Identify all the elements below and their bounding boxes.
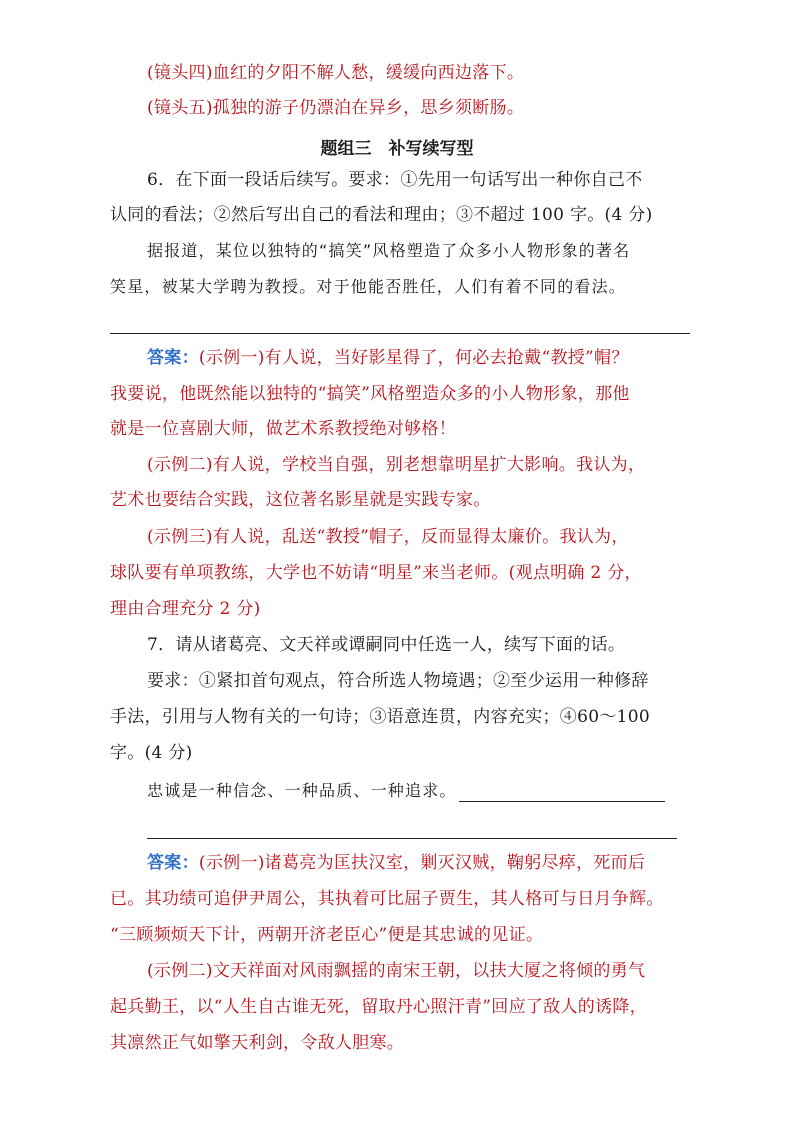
answer-6-line-4: (示例二)有人说，学校当自强，别老想靠明星扩大影响。我认为，	[147, 455, 646, 475]
question-7-line-3: 手法，引用与人物有关的一句诗；③语意连贯，内容充实；④60～100	[110, 707, 650, 727]
question-7-line-2: 要求：①紧扣首句观点，符合所选人物境遇；②至少运用一种修辞	[147, 671, 649, 691]
answer-7-line-2: 已。其功绩可追伊尹周公，其执着可比屈子贾生，其人格可与日月争辉。	[110, 889, 664, 909]
answer-label: 答案：	[147, 348, 199, 368]
answer-6-line-2: 我要说，他既然能以独特的“搞笑”风格塑造众多的小人物形象，那他	[110, 384, 630, 404]
answer-blank-line	[110, 333, 690, 334]
answer-7-line-6: 其凛然正气如擎天利剑，令敌人胆寒。	[110, 1033, 405, 1053]
question-6-material-2: 笑星，被某大学聘为教授。对于他能否胜任，人们有着不同的看法。	[110, 277, 627, 296]
answer-6-line-5: 艺术也要结合实践，这位著名影星就是实践专家。	[110, 490, 491, 510]
answer-7-line-1	[147, 852, 700, 874]
answer-6-line-1	[147, 347, 700, 369]
shot-four-line: (镜头四)血红的夕阳不解人愁，缓缓向西边落下。	[147, 63, 525, 83]
group-title: 题组三 补写续写型	[320, 139, 474, 159]
answer-7-example-1: (示例一)诸葛亮为匡扶汉室，剿灭汉贼，鞠躬尽瘁，死而后	[198, 853, 646, 873]
answer-7-line-5: 起兵勤王，以“人生自古谁无死，留取丹心照汗青”回应了敌人的诱降，	[110, 997, 647, 1017]
answer-blank-line-2	[147, 838, 677, 839]
answer-6-line-3: 就是一位喜剧大师，做艺术系教授绝对够格！	[110, 419, 456, 439]
answer-label-2: 答案：	[147, 853, 199, 873]
answer-7-line-4: (示例二)文天祥面对风雨飘摇的南宋王朝，以扶大厦之将倾的勇气	[147, 961, 646, 981]
question-7-material	[147, 780, 700, 802]
question-6-line-2: 认同的看法；②然后写出自己的看法和理由；③不超过 100 字。(4 分)	[110, 205, 653, 225]
answer-6-line-7: 球队要有单项教练，大学也不妨请“明星”来当老师。(观点明确 2 分，	[110, 563, 642, 583]
fill-in-blank	[459, 783, 665, 802]
answer-6-example-1: (示例一)有人说，当好影星得了，何必去抢戴“教授”帽？	[198, 348, 629, 368]
answer-6-line-6: (示例三)有人说，乱送“教授”帽子，反而显得太廉价。我认为，	[147, 527, 629, 547]
answer-7-line-3: “三顾频烦天下计，两朝开济老臣心”便是其忠诚的见证。	[110, 925, 544, 945]
question-7-line-1: 7．请从诸葛亮、文天祥或谭嗣同中任选一人，续写下面的话。	[147, 635, 626, 655]
question-6-line-1: 6．在下面一段话后续写。要求：①先用一句话写出一种你自己不	[147, 170, 643, 190]
question-6-material-1: 据报道，某位以独特的“搞笑”风格塑造了众多小人物形象的著名	[147, 241, 631, 260]
question-7-prompt: 忠诚是一种信念、一种品质、一种追求。	[147, 781, 457, 800]
shot-five-line: (镜头五)孤独的游子仍漂泊在异乡，思乡须断肠。	[147, 98, 525, 118]
answer-6-line-8: 理由合理充分 2 分)	[110, 599, 261, 619]
question-7-line-4: 字。(4 分)	[110, 743, 193, 763]
